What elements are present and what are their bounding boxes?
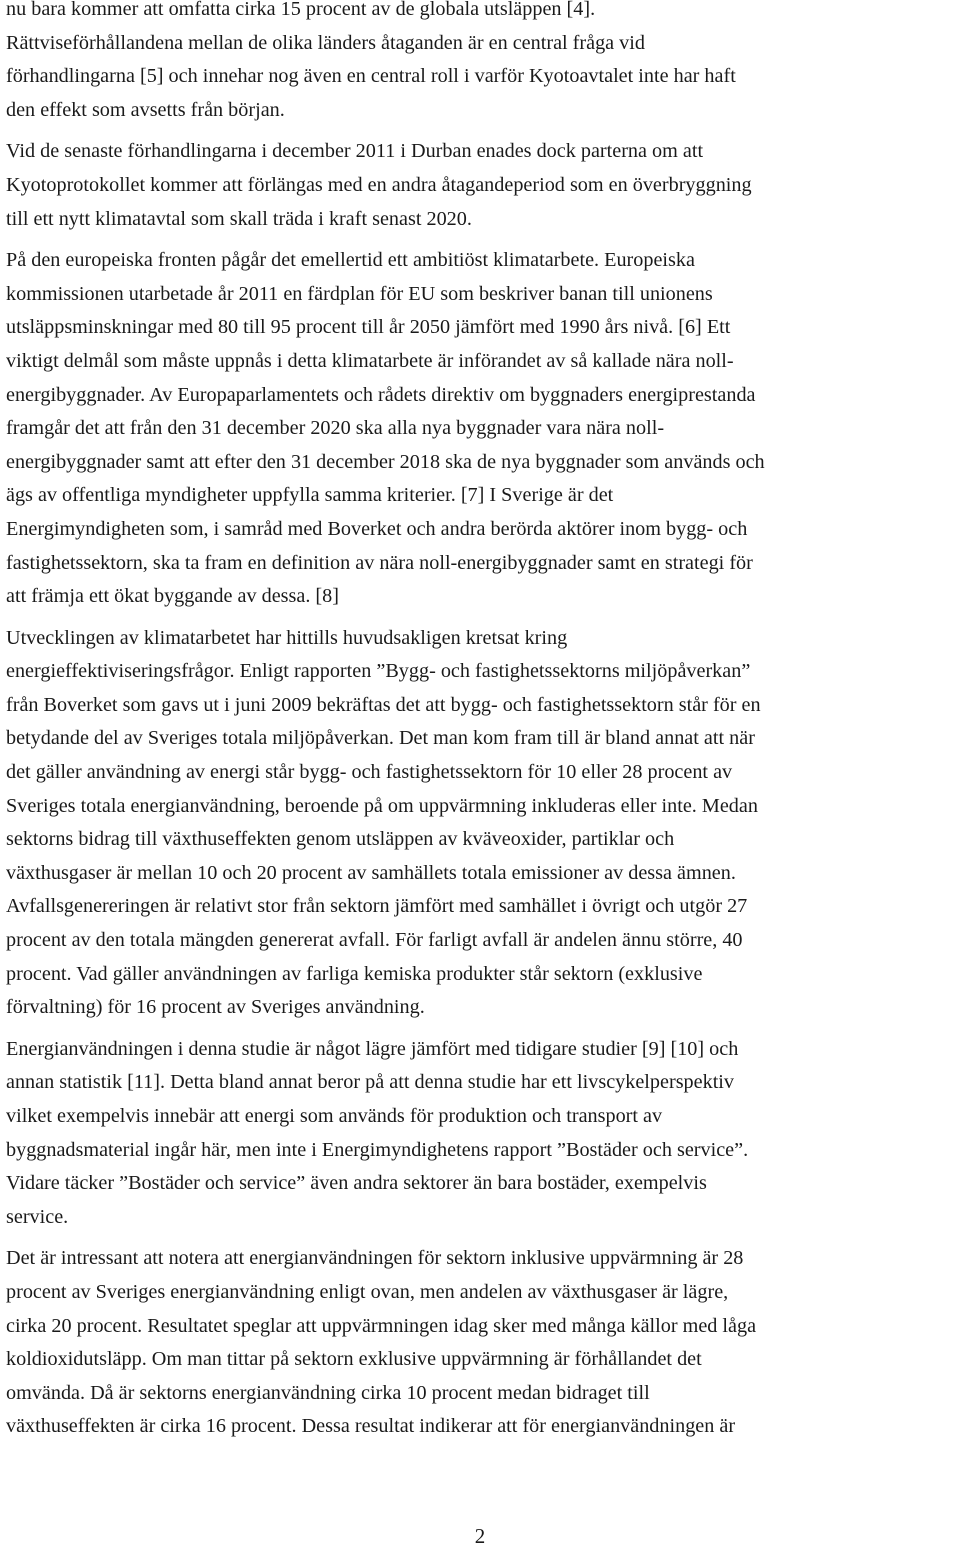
paragraph-gap — [6, 127, 956, 135]
text-line: omvända. Då är sektorns energianvändning cirka 10 procent medan bidraget till — [6, 1381, 650, 1404]
document-body — [6, 0, 956, 1444]
paragraph-gap — [6, 614, 956, 622]
paragraph-energy-use — [6, 1033, 956, 1235]
text-line: fastighetssektorn, ska ta fram en definition av nära noll-energibyggnader samt en strategi för — [6, 551, 753, 574]
paragraph-durban — [6, 135, 956, 236]
text-line: ägs av offentliga myndigheter uppfylla samma kriterier. [7] I Sverige är det — [6, 484, 614, 507]
text-line: Sveriges totala energianvändning, beroende på om uppvärmning inkluderas eller inte. Medan — [6, 794, 758, 817]
text-line: kommissionen utarbetade år 2011 en färdplan för EU som beskriver banan till unionens — [6, 282, 713, 305]
text-line: växthusgaser är mellan 10 och 20 procent av samhällets totala emissioner av dessa ämnen. — [6, 861, 736, 884]
paragraph-gap — [6, 1025, 956, 1033]
text-line: energibyggnader samt att efter den 31 december 2018 ska de nya byggnader som används och — [6, 450, 765, 473]
text-line: växthuseffekten är cirka 16 procent. Dessa resultat indikerar att för energianvändningen är — [6, 1415, 736, 1438]
text-line: Det är intressant att notera att energianvändningen för sektorn inklusive uppvärmning är 28 — [6, 1247, 744, 1270]
text-line: det gäller användning av energi står bygg- och fastighetssektorn för 10 eller 28 procent av — [6, 761, 733, 784]
text-line: procent. Vad gäller användningen av farliga kemiska produkter står sektorn (exklusive — [6, 962, 703, 985]
text-line: Energianvändningen i denna studie är något lägre jämfört med tidigare studier [9] [10] och — [6, 1037, 739, 1060]
text-line: Vidare täcker ”Bostäder och service” även andra sektorer än bara bostäder, exempelvis — [6, 1172, 707, 1195]
text-line: Vid de senaste förhandlingarna i december 2011 i Durban enades dock parterna om att — [6, 140, 704, 163]
paragraph-climate-work — [6, 622, 956, 1025]
text-line: betydande del av Sveriges totala miljöpåverkan. Det man kom fram till är bland annat att när — [6, 727, 755, 750]
text-line: Kyotoprotokollet kommer att förlängas med en andra åtagandeperiod som en överbryggning — [6, 173, 752, 196]
text-line: koldioxidutsläpp. Om man tittar på sektorn exklusive uppvärmning är förhållandet det — [6, 1348, 702, 1371]
text-line: Avfallsgenereringen är relativt stor från sektorn jämfört med samhället i övrigt och utgör 27 — [6, 895, 748, 918]
text-line: att främja ett ökat byggande av dessa. [8] — [6, 585, 339, 608]
text-line: service. — [6, 1205, 69, 1228]
text-line: På den europeiska fronten pågår det emellertid ett ambitiöst klimatarbete. Europeiska — [6, 249, 695, 272]
page-number: 2 — [474, 1524, 486, 1548]
text-line: Utvecklingen av klimatarbetet har hittills huvudsakligen kretsat kring — [6, 626, 568, 649]
text-line: till ett nytt klimatavtal som skall träda i kraft senast 2020. — [6, 207, 472, 230]
text-line: Energimyndigheten som, i samråd med Boverket och andra berörda aktörer inom bygg- och — [6, 517, 748, 540]
paragraph-gap — [6, 1234, 956, 1242]
text-line: sektorns bidrag till växthuseffekten genom utsläppen av kväveoxider, partiklar och — [6, 828, 675, 851]
paragraph-gap — [6, 236, 956, 244]
text-line: förhandlingarna [5] och innehar nog även en central roll i varför Kyotoavtalet inte har haft — [6, 65, 736, 88]
text-line: den effekt som avsetts från början. — [6, 98, 285, 121]
paragraph-interesting-note — [6, 1242, 956, 1444]
text-line: cirka 20 procent. Resultatet speglar att uppvärmningen idag sker med många källor med låga — [6, 1314, 757, 1337]
text-line: förvaltning) för 16 procent av Sveriges användning. — [6, 996, 425, 1019]
text-line: vilket exempelvis innebär att energi som används för produktion och transport av — [6, 1105, 663, 1127]
text-line: från Boverket som gavs ut i juni 2009 bekräftas det att bygg- och fastighetssektorn står för en — [6, 693, 761, 716]
paragraph-european-front — [6, 244, 956, 614]
text-line: procent av den totala mängden genererat avfall. För farligt avfall är andelen ännu större, 40 — [6, 929, 743, 952]
text-line: framgår det att från den 31 december 2020 ska alla nya byggnader vara nära noll- — [6, 417, 665, 440]
text-line: procent av Sveriges energianvändning enligt ovan, men andelen av växthusgaser är lägre, — [6, 1280, 729, 1303]
paragraph-kyoto-intro — [6, 0, 956, 127]
text-line: nu bara kommer att omfatta cirka 15 procent av de globala utsläppen [4]. — [6, 0, 596, 20]
text-line: viktigt delmål som måste uppnås i detta klimatarbete är införandet av så kallade nära noll- — [6, 349, 734, 372]
text-line: Rättviseförhållandena mellan de olika länders åtaganden är en central fråga vid — [6, 31, 645, 54]
text-line: annan statistik [11]. Detta bland annat beror på att denna studie har ett livscykelperspektiv — [6, 1071, 735, 1094]
text-line: utsläppsminskningar med 80 till 95 procent till år 2050 jämfört med 1990 års nivå. [6] Ett — [6, 316, 731, 339]
text-line: energieffektiviseringsfrågor. Enligt rapporten ”Bygg- och fastighetssektorns miljöpåverkan” — [6, 660, 751, 683]
text-line: energibyggnader. Av Europaparlamentets och rådets direktiv om byggnaders energiprestanda — [6, 383, 756, 406]
text-line: byggnadsmaterial ingår här, men inte i Energimyndighetens rapport ”Bostäder och service”. — [6, 1138, 749, 1161]
